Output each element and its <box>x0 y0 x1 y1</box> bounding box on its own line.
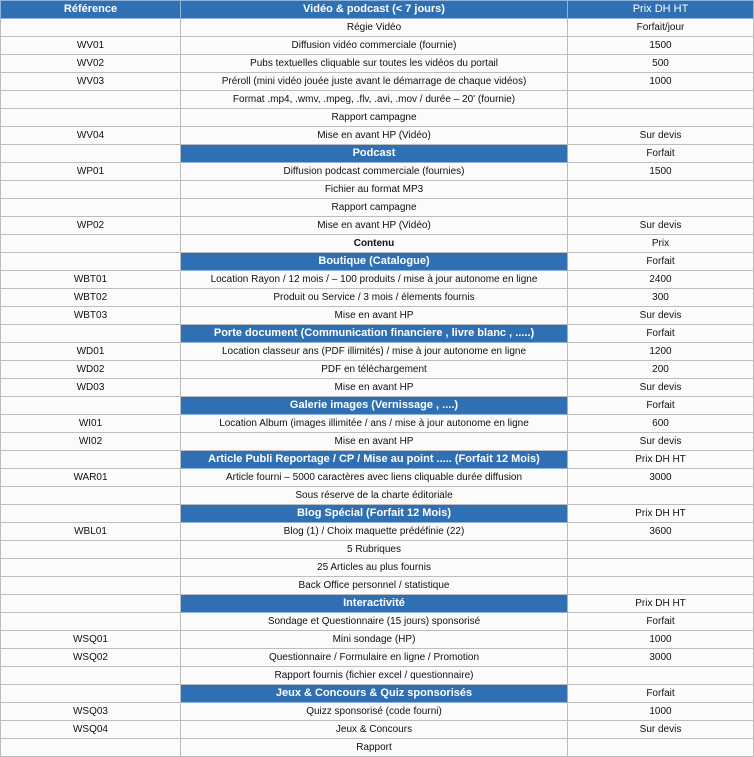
price-cell <box>568 667 754 685</box>
description-cell: Mise en avant HP <box>181 433 568 451</box>
section-row <box>1 325 754 343</box>
price-cell: Forfait <box>568 613 754 631</box>
table-row <box>1 199 754 217</box>
section-row <box>1 451 754 469</box>
price-cell: Forfait <box>568 145 754 163</box>
reference-cell: WSQ04 <box>1 721 181 739</box>
price-cell: Sur devis <box>568 217 754 235</box>
price-cell <box>568 199 754 217</box>
description-cell: Mise en avant HP (Vidéo) <box>181 217 568 235</box>
reference-cell: WV01 <box>1 37 181 55</box>
table-row <box>1 235 754 253</box>
table-row <box>1 181 754 199</box>
reference-cell <box>1 109 181 127</box>
table-row <box>1 613 754 631</box>
table-row <box>1 523 754 541</box>
description-cell: Back Office personnel / statistique <box>181 577 568 595</box>
section-title: Porte document (Communication financiere , livre blanc , .....) <box>181 325 568 343</box>
price-cell: 500 <box>568 55 754 73</box>
description-cell: Préroll (mini vidéo jouée juste avant le démarrage de chaque vidéos) <box>181 73 568 91</box>
price-cell: Forfait <box>568 685 754 703</box>
price-cell: 3000 <box>568 469 754 487</box>
price-cell: 1000 <box>568 631 754 649</box>
table-row <box>1 415 754 433</box>
price-cell: 1500 <box>568 37 754 55</box>
section-title: Podcast <box>181 145 568 163</box>
reference-cell <box>1 577 181 595</box>
description-cell: Sondage et Questionnaire (15 jours) sponsorisé <box>181 613 568 631</box>
reference-cell: WP01 <box>1 163 181 181</box>
description-cell: Rapport <box>181 739 568 757</box>
price-cell: Sur devis <box>568 721 754 739</box>
table-row <box>1 721 754 739</box>
description-cell: Jeux & Concours <box>181 721 568 739</box>
price-cell: Forfait <box>568 397 754 415</box>
table-row <box>1 469 754 487</box>
price-cell <box>568 577 754 595</box>
reference-cell <box>1 595 181 613</box>
description-cell: Location Album (images illimitée / ans / mise à jour autonome en ligne <box>181 415 568 433</box>
reference-cell: WSQ03 <box>1 703 181 721</box>
reference-cell: WD01 <box>1 343 181 361</box>
price-cell: Forfait <box>568 325 754 343</box>
price-cell: 300 <box>568 289 754 307</box>
price-cell: Prix DH HT <box>568 505 754 523</box>
description-cell: Mise en avant HP <box>181 307 568 325</box>
header-price: Prix DH HT <box>568 1 754 19</box>
reference-cell <box>1 145 181 163</box>
description-cell: Location Rayon / 12 mois / – 100 produits / mise à jour autonome en ligne <box>181 271 568 289</box>
price-cell: Sur devis <box>568 127 754 145</box>
price-cell <box>568 559 754 577</box>
description-cell: Rapport campagne <box>181 199 568 217</box>
description-cell: Rapport campagne <box>181 109 568 127</box>
price-cell: 1000 <box>568 73 754 91</box>
table-row <box>1 541 754 559</box>
price-cell: 200 <box>568 361 754 379</box>
price-cell: Sur devis <box>568 379 754 397</box>
reference-cell <box>1 559 181 577</box>
reference-cell <box>1 487 181 505</box>
price-cell: Forfait <box>568 253 754 271</box>
table-row <box>1 559 754 577</box>
section-title: Jeux & Concours & Quiz sponsorisés <box>181 685 568 703</box>
table-row <box>1 703 754 721</box>
table-row <box>1 577 754 595</box>
table-row <box>1 217 754 235</box>
table-row <box>1 433 754 451</box>
section-row <box>1 145 754 163</box>
price-cell <box>568 91 754 109</box>
price-cell: 3600 <box>568 523 754 541</box>
reference-cell: WI01 <box>1 415 181 433</box>
description-cell: Sous réserve de la charte éditoriale <box>181 487 568 505</box>
table-row <box>1 649 754 667</box>
table-row <box>1 73 754 91</box>
description-cell: PDF en téléchargement <box>181 361 568 379</box>
description-cell: Location classeur ans (PDF illimités) / mise à jour autonome en ligne <box>181 343 568 361</box>
description-cell: Mini sondage (HP) <box>181 631 568 649</box>
table-row <box>1 19 754 37</box>
description-cell: Mise en avant HP (Vidéo) <box>181 127 568 145</box>
description-cell: Quizz sponsorisé (code fourni) <box>181 703 568 721</box>
table-row <box>1 289 754 307</box>
price-cell: 1000 <box>568 703 754 721</box>
reference-cell: WBT02 <box>1 289 181 307</box>
reference-cell: WV02 <box>1 55 181 73</box>
table-row <box>1 163 754 181</box>
reference-cell <box>1 685 181 703</box>
section-row <box>1 397 754 415</box>
description-cell: Pubs textuelles cliquable sur toutes les vidéos du portail <box>181 55 568 73</box>
reference-cell <box>1 613 181 631</box>
description-cell: 5 Rubriques <box>181 541 568 559</box>
description-cell: Rapport fournis (fichier excel / questionnaire) <box>181 667 568 685</box>
description-cell: Fichier au format MP3 <box>181 181 568 199</box>
description-cell: Produit ou Service / 3 mois / élements fournis <box>181 289 568 307</box>
table-row <box>1 379 754 397</box>
section-title: Boutique (Catalogue) <box>181 253 568 271</box>
reference-cell <box>1 181 181 199</box>
price-cell: 3000 <box>568 649 754 667</box>
reference-cell: WP02 <box>1 217 181 235</box>
table-row <box>1 361 754 379</box>
price-cell: Prix DH HT <box>568 451 754 469</box>
reference-cell: WV04 <box>1 127 181 145</box>
section-row <box>1 595 754 613</box>
reference-cell <box>1 325 181 343</box>
table-row <box>1 307 754 325</box>
table-row <box>1 667 754 685</box>
reference-cell <box>1 199 181 217</box>
reference-cell <box>1 541 181 559</box>
description-cell: Régie Vidéo <box>181 19 568 37</box>
description-cell: Diffusion podcast commerciale (fournies) <box>181 163 568 181</box>
header-reference: Référence <box>1 1 181 19</box>
description-cell: Article fourni – 5000 caractères avec liens cliquable durée diffusion <box>181 469 568 487</box>
price-cell <box>568 739 754 757</box>
table-row <box>1 37 754 55</box>
reference-cell <box>1 505 181 523</box>
table-row <box>1 55 754 73</box>
reference-cell: WD03 <box>1 379 181 397</box>
reference-cell <box>1 91 181 109</box>
reference-cell: WD02 <box>1 361 181 379</box>
header-row <box>1 1 754 19</box>
price-cell: 1500 <box>568 163 754 181</box>
table-row <box>1 127 754 145</box>
price-cell <box>568 487 754 505</box>
reference-cell: WSQ01 <box>1 631 181 649</box>
reference-cell: WI02 <box>1 433 181 451</box>
section-title: Interactivité <box>181 595 568 613</box>
description-cell: Diffusion vidéo commerciale (fournie) <box>181 37 568 55</box>
price-cell: Prix DH HT <box>568 595 754 613</box>
table-row <box>1 271 754 289</box>
description-cell: Format .mp4, .wmv, .mpeg, .flv, .avi, .mov / durée – 20' (fournie) <box>181 91 568 109</box>
price-cell <box>568 109 754 127</box>
reference-cell: WAR01 <box>1 469 181 487</box>
reference-cell <box>1 739 181 757</box>
price-cell: Sur devis <box>568 433 754 451</box>
reference-cell: WBT03 <box>1 307 181 325</box>
price-cell: Forfait/jour <box>568 19 754 37</box>
reference-cell: WBL01 <box>1 523 181 541</box>
section-row <box>1 505 754 523</box>
reference-cell <box>1 253 181 271</box>
reference-cell <box>1 19 181 37</box>
section-row <box>1 253 754 271</box>
price-cell <box>568 541 754 559</box>
price-cell: 1200 <box>568 343 754 361</box>
table-row <box>1 487 754 505</box>
reference-cell <box>1 667 181 685</box>
reference-cell: WV03 <box>1 73 181 91</box>
reference-cell: WBT01 <box>1 271 181 289</box>
table-row <box>1 91 754 109</box>
section-row <box>1 685 754 703</box>
section-title: Galerie images (Vernissage , ....) <box>181 397 568 415</box>
description-cell: Blog (1) / Choix maquette prédéfinie (22) <box>181 523 568 541</box>
description-cell: 25 Articles au plus fournis <box>181 559 568 577</box>
reference-cell <box>1 397 181 415</box>
reference-cell: WSQ02 <box>1 649 181 667</box>
price-cell: Prix <box>568 235 754 253</box>
description-cell: Questionnaire / Formulaire en ligne / Promotion <box>181 649 568 667</box>
table-row <box>1 739 754 757</box>
price-cell: 600 <box>568 415 754 433</box>
table-row <box>1 343 754 361</box>
reference-cell <box>1 235 181 253</box>
table-row <box>1 631 754 649</box>
price-cell <box>568 181 754 199</box>
price-cell: 2400 <box>568 271 754 289</box>
description-cell: Contenu <box>181 235 568 253</box>
reference-cell <box>1 451 181 469</box>
description-cell: Mise en avant HP <box>181 379 568 397</box>
table-row <box>1 109 754 127</box>
price-cell: Sur devis <box>568 307 754 325</box>
header-title: Vidéo & podcast (< 7 jours) <box>181 1 568 19</box>
section-title: Blog Spécial (Forfait 12 Mois) <box>181 505 568 523</box>
section-title: Article Publi Reportage / CP / Mise au point ..... (Forfait 12 Mois) <box>181 451 568 469</box>
